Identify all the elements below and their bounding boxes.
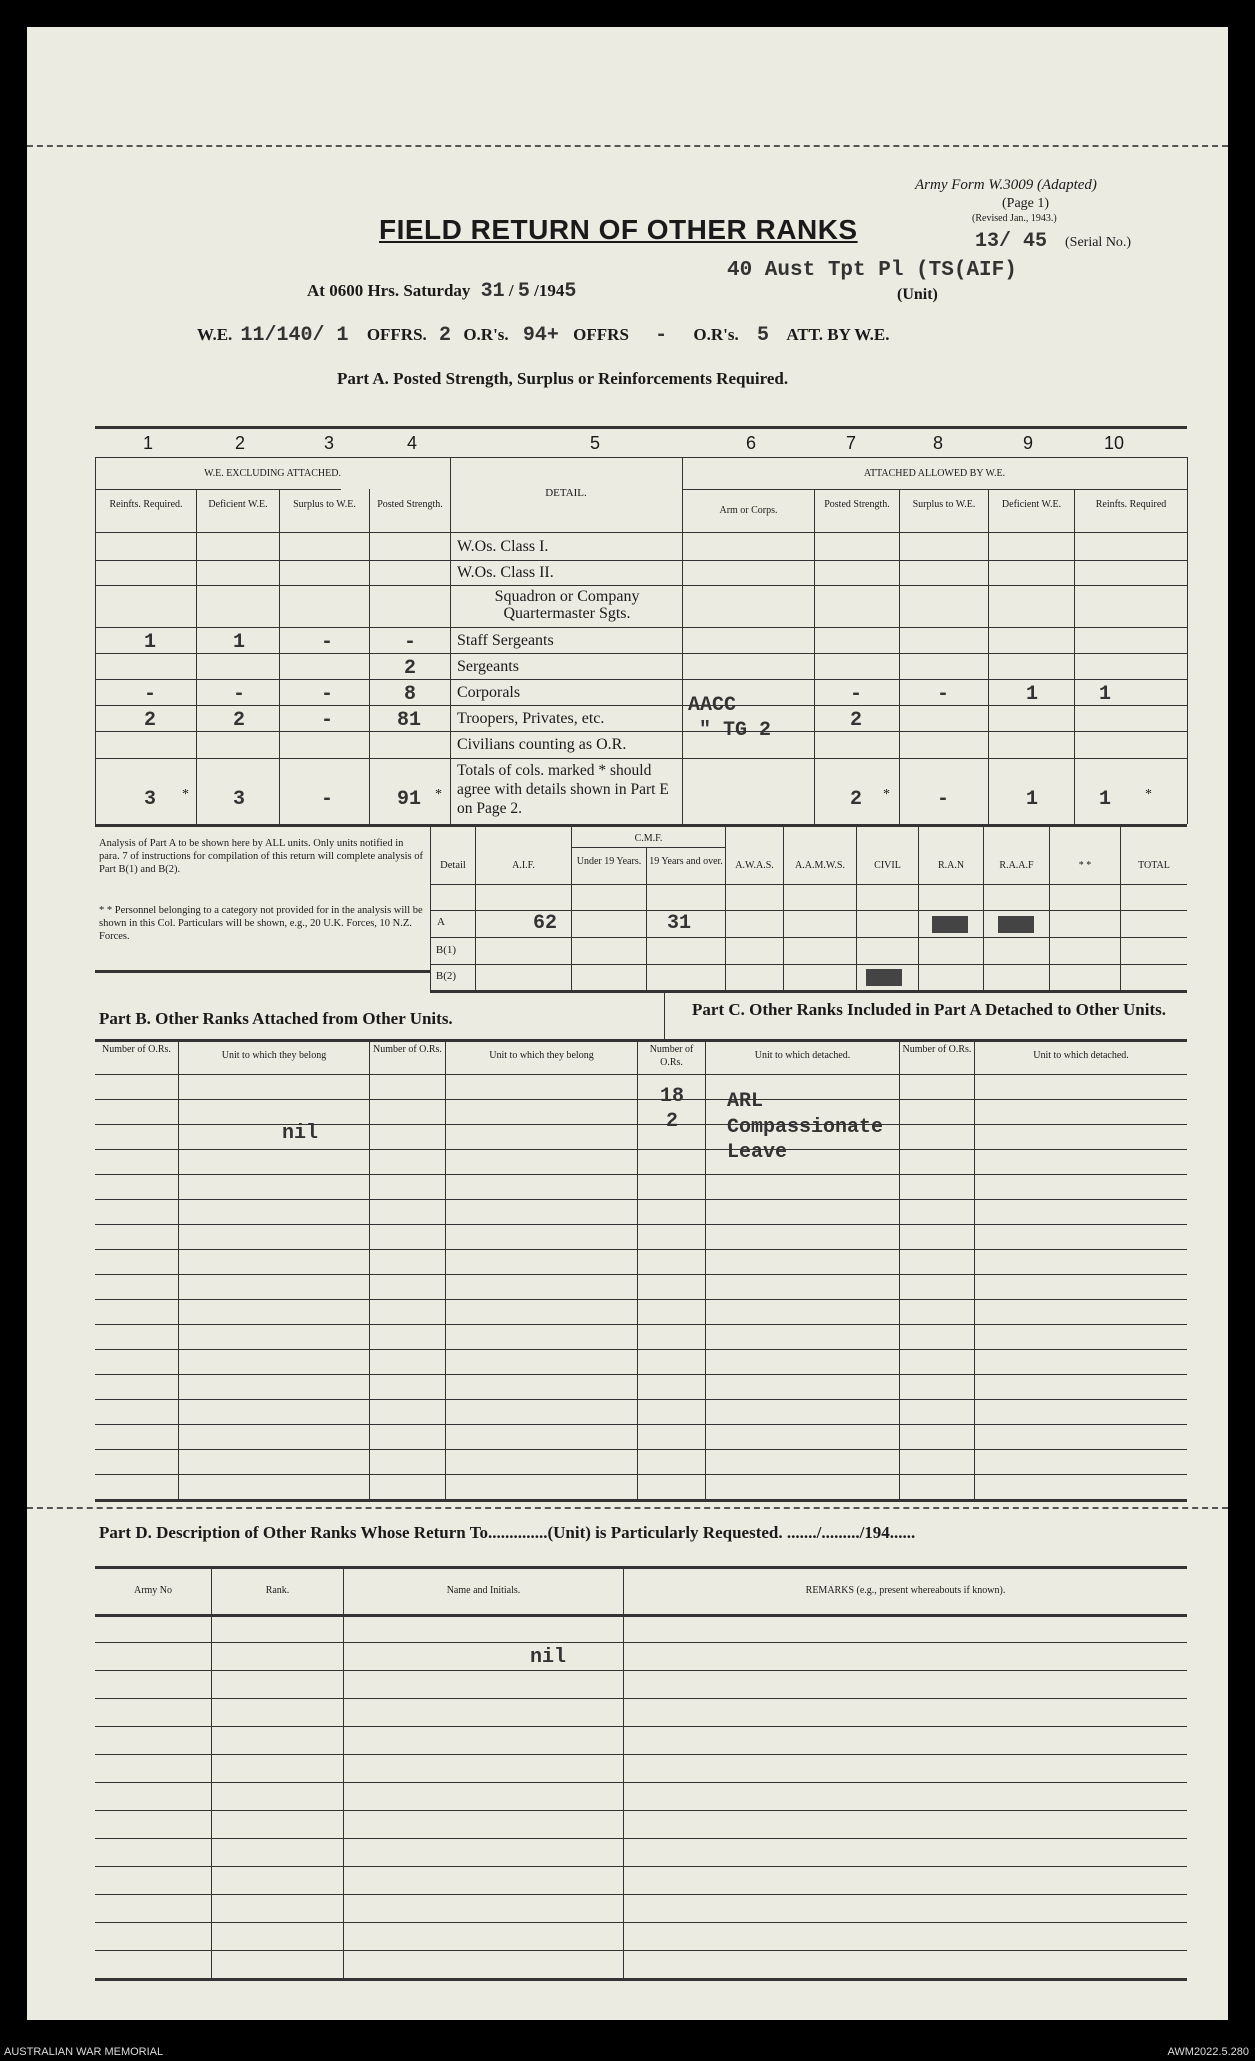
- unit-label: (Unit): [897, 286, 938, 303]
- total-value: -: [936, 788, 949, 811]
- redaction-mark: [866, 969, 902, 986]
- date-month: 5: [517, 280, 530, 303]
- cell-value: 2: [232, 709, 245, 732]
- total-value: 1: [1098, 788, 1111, 811]
- surplus2-header: Surplus to W.E.: [912, 499, 976, 510]
- asterisk-marker: *: [435, 787, 442, 802]
- offrs2-label: OFFRS: [573, 325, 629, 344]
- awas-header: A.W.A.S.: [735, 860, 774, 871]
- detail-row-label: W.Os. Class I.: [457, 538, 549, 555]
- part-a-title: Part A. Posted Strength, Surplus or Reinforcements Required.: [337, 369, 789, 388]
- cell-value: 2: [143, 709, 156, 732]
- col-number-4: 4: [406, 433, 417, 453]
- asterisk-marker: *: [883, 787, 890, 802]
- date-day: 31: [480, 280, 505, 303]
- part-c-unit: Compassionate Leave: [727, 1116, 884, 1164]
- cell-value: -: [320, 683, 333, 706]
- arm-corps-header: Arm or Corps.: [719, 505, 778, 516]
- cell-value: -: [403, 631, 416, 654]
- cell-value: 1: [143, 631, 156, 654]
- ors-value: 94+: [522, 324, 559, 347]
- form-paper: [27, 27, 1228, 2020]
- part-b-number-header-2: Number of O.Rs.: [373, 1044, 442, 1055]
- over-19-header: 19 Years and over.: [649, 856, 723, 867]
- part-b-unit-header: Unit to which they belong: [221, 1050, 327, 1061]
- total-value: 91: [396, 788, 421, 811]
- analysis-detail-header: Detail: [440, 860, 466, 871]
- ors-label: O.R's.: [463, 325, 509, 344]
- detail-row-label: Squadron or Company Quartermaster Sgts.: [494, 588, 640, 622]
- detail-row-label: W.Os. Class II.: [457, 564, 554, 581]
- ors2-value: 5: [757, 324, 770, 347]
- cell-value: 2: [849, 709, 862, 732]
- attached-header: ATTACHED ALLOWED BY W.E.: [863, 468, 1006, 479]
- att-label: ATT. BY W.E.: [786, 325, 890, 344]
- analysis-row-label: A: [437, 916, 445, 928]
- col-number-10: 10: [1103, 433, 1125, 453]
- total-value: 2: [849, 788, 862, 811]
- page-label: (Page 1): [1002, 196, 1050, 211]
- aif-header: A.I.F.: [512, 860, 535, 871]
- col-number-2: 2: [234, 433, 245, 453]
- part-d-title: Part D. Description of Other Ranks Whose Return To..............(Unit) is Particularly Requested. ......./........./194......: [99, 1523, 916, 1542]
- cell-value: -: [232, 683, 245, 706]
- aif-value: 62: [532, 912, 557, 935]
- at-line: At 0600 Hrs. Saturday 31 / 5 /1945: [307, 280, 577, 303]
- part-b-unit-header-2: Unit to which they belong: [489, 1050, 594, 1061]
- deficient2-header: Deficient W.E.: [1001, 499, 1062, 510]
- revised-label: (Revised Jan., 1943.): [972, 213, 1057, 224]
- part-c-number-header-2: Number of O.Rs.: [902, 1044, 972, 1055]
- part-c-unit: ARL: [727, 1090, 764, 1113]
- serial-label: (Serial No.): [1065, 235, 1132, 250]
- under-19-header: Under 19 Years.: [576, 856, 642, 867]
- army-no-header: Army No: [133, 1585, 173, 1596]
- perforation-line-top: [27, 145, 1228, 147]
- offrs-value: 2: [439, 324, 452, 347]
- analysis-row-label: B(1): [435, 944, 457, 956]
- cell-value: -: [320, 709, 333, 732]
- ran-header: R.A.N: [937, 860, 965, 871]
- col-number-6: 6: [745, 433, 756, 453]
- cell-value: 81: [396, 709, 421, 732]
- unit-value: 40 Aust Tpt Pl (TS(AIF): [727, 259, 1017, 282]
- we-label: W.E.: [197, 325, 233, 344]
- over-19-value: 31: [666, 912, 691, 935]
- aamws-header: A.A.M.W.S.: [795, 860, 845, 871]
- col-number-3: 3: [323, 433, 334, 453]
- year-prefix: /194: [534, 281, 565, 300]
- cell-value: 8: [403, 683, 416, 706]
- detail-row-label: Staff Sergeants: [457, 632, 554, 649]
- detail-row-label: Corporals: [457, 684, 521, 701]
- analysis-row-label: B(2): [435, 970, 457, 982]
- part-c-unit-header: Unit to which detached.: [754, 1050, 851, 1061]
- cell-value: 2: [403, 657, 416, 680]
- part-b-number-header: Number of O.Rs.: [102, 1044, 171, 1055]
- reinfts-required2-header: Reinfts. Required: [1095, 499, 1167, 510]
- form-id: Army Form W.3009 (Adapted): [915, 177, 1097, 193]
- name-initials-header: Name and Initials.: [446, 1585, 521, 1596]
- surplus-header: Surplus to W.E.: [293, 499, 356, 510]
- col-number-7: 7: [845, 433, 856, 453]
- asterisk-marker: *: [182, 787, 189, 802]
- detail-header: DETAIL.: [545, 487, 587, 499]
- part-b-title: Part B. Other Ranks Attached from Other Units.: [99, 1009, 453, 1028]
- analysis-note-2: * * Personnel belonging to a category not provided for in the analysis will be shown in this Col. Particulars will be shown, e.g., 20 U.K. Forces, 10 N.Z. Forces.: [99, 905, 423, 942]
- rank-header: Rank.: [265, 1585, 290, 1596]
- offrs-label: OFFRS.: [366, 325, 427, 344]
- total-value: 1: [1025, 788, 1038, 811]
- analysis-note: Analysis of Part A to be shown here by ALL units. Only units notified in para. 7 of instructions for compilation of this return will complete analysis of Part B(1) and B(2).: [99, 838, 423, 875]
- reinfts-required-header: Reinfts. Required.: [109, 499, 183, 510]
- posted-strength-header: Posted Strength.: [377, 499, 443, 510]
- total-value: 3: [232, 788, 245, 811]
- col-number-1: 1: [142, 433, 153, 453]
- cell-value: 1: [232, 631, 245, 654]
- cell-value: -: [320, 631, 333, 654]
- cell-value: 1: [1098, 683, 1111, 706]
- perforation-line-middle: [27, 1507, 1228, 1509]
- total-header: TOTAL: [1138, 860, 1170, 871]
- offrs2-value: -: [655, 324, 668, 347]
- detail-row-label: Civilians counting as O.R.: [457, 736, 627, 753]
- part-d-nil: nil: [530, 1646, 567, 1669]
- part-b-nil: nil: [282, 1122, 319, 1145]
- part-c-unit-header-2: Unit to which detached.: [1033, 1050, 1129, 1061]
- asterisk-marker: *: [1145, 787, 1152, 802]
- we-value: 11/140/ 1: [240, 324, 349, 347]
- footer-left: AUSTRALIAN WAR MEMORIAL: [4, 2046, 164, 2058]
- detail-row-label: Sergeants: [457, 658, 519, 675]
- form-title: FIELD RETURN OF OTHER RANKS: [379, 214, 858, 245]
- year-digit: 5: [564, 280, 577, 303]
- footer-right: AWM2022.5.280: [1167, 2046, 1249, 2058]
- col-number-9: 9: [1022, 433, 1033, 453]
- cell-value: " TG 2: [699, 719, 772, 742]
- redaction-mark: [998, 916, 1034, 933]
- cell-value: AACC: [688, 694, 737, 717]
- cell-value: -: [936, 683, 949, 706]
- detail-row-label: Totals of cols. marked * should agree with details shown in Part E on Page 2.: [457, 762, 669, 817]
- we-line: [197, 324, 889, 347]
- serial-number: 13/ 45: [975, 230, 1048, 253]
- deficient-header: Deficient W.E.: [208, 499, 268, 510]
- we-excluding-header: W.E. EXCLUDING ATTACHED.: [204, 468, 341, 479]
- cell-value: -: [143, 683, 156, 706]
- other-category-header: * *: [1078, 860, 1092, 871]
- raaf-header: R.A.A.F: [999, 860, 1034, 871]
- part-c-number-header: Number of O.Rs.: [649, 1044, 694, 1068]
- part-c-number: 2: [665, 1110, 678, 1133]
- detail-row-label: Troopers, Privates, etc.: [457, 710, 605, 727]
- posted-strength2-header: Posted Strength.: [824, 499, 890, 510]
- cmf-header: C.M.F.: [634, 833, 663, 844]
- col-number-5: 5: [589, 433, 600, 453]
- cell-value: 1: [1025, 683, 1038, 706]
- total-value: 3: [143, 788, 156, 811]
- civil-header: CIVIL: [874, 860, 901, 871]
- part-c-title: Part C. Other Ranks Included in Part A Detached to Other Units.: [692, 1000, 1166, 1019]
- part-c-number: 18: [659, 1085, 684, 1108]
- total-value: -: [320, 788, 333, 811]
- remarks-header: REMARKS (e.g., present whereabouts if known).: [805, 1585, 1006, 1596]
- col-number-8: 8: [932, 433, 943, 453]
- at-line-prefix: At 0600 Hrs. Saturday: [307, 281, 471, 300]
- ors2-label: O.R's.: [693, 325, 739, 344]
- cell-value: -: [849, 683, 862, 706]
- redaction-mark: [932, 916, 968, 933]
